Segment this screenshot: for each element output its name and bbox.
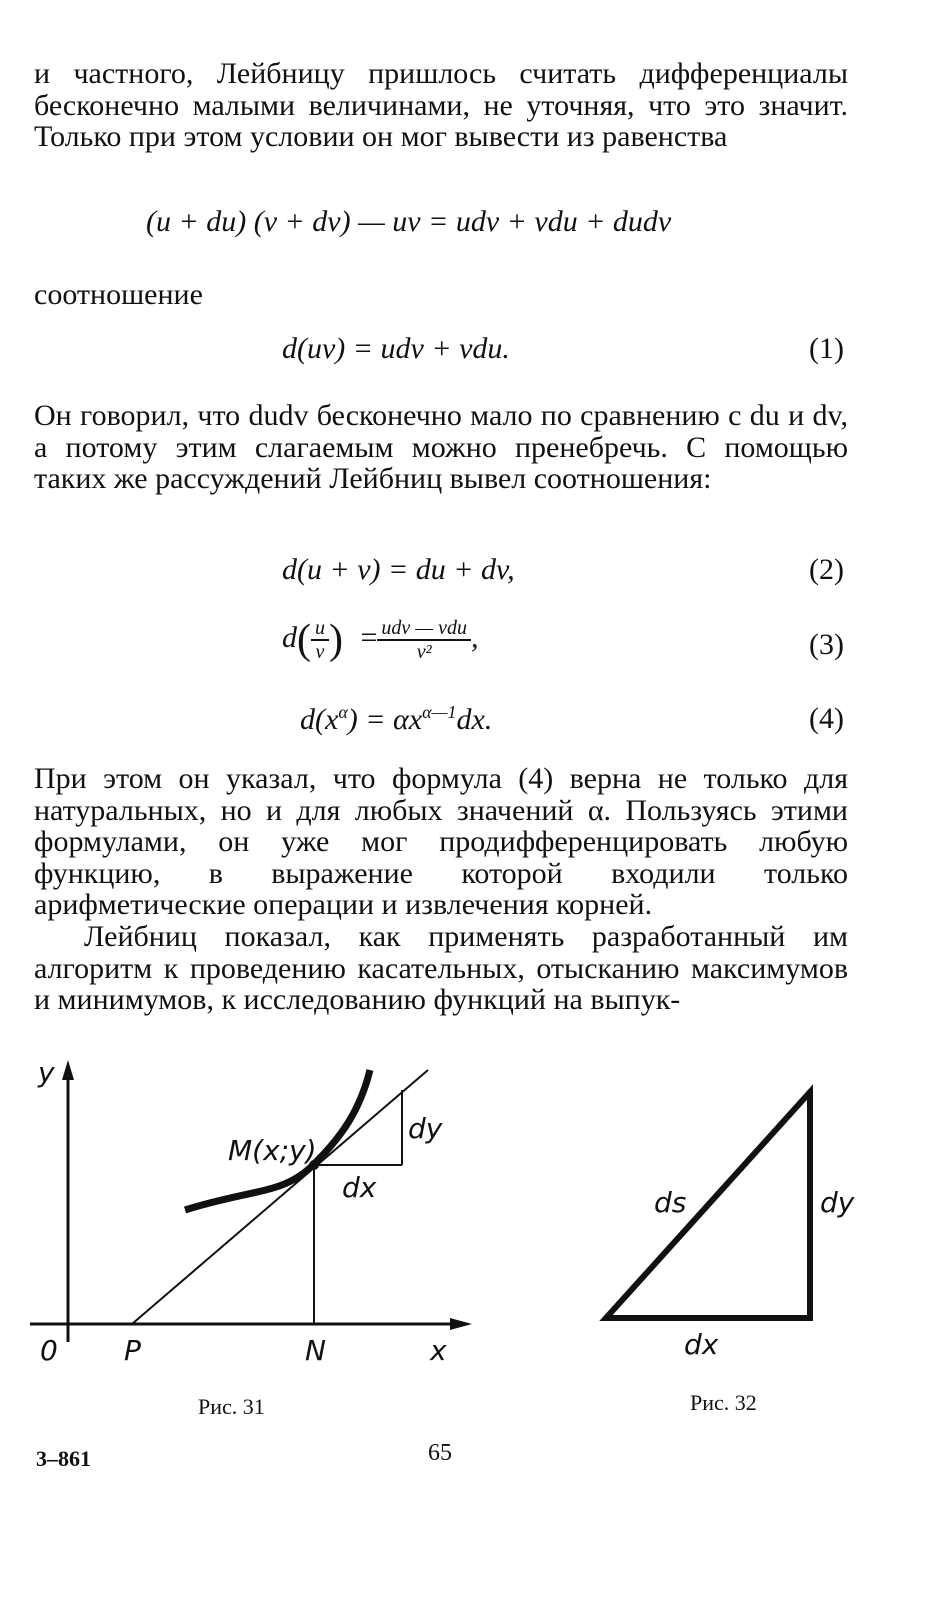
figure-31-label-x: x bbox=[430, 1334, 447, 1367]
figure-31-label-m: M(x;y) bbox=[228, 1134, 317, 1167]
figure-32-triangle bbox=[606, 1092, 810, 1318]
equation-4 bbox=[300, 702, 492, 737]
equation-2-number: (2) bbox=[809, 553, 844, 586]
figure-31-label-dy: dy bbox=[408, 1112, 443, 1145]
figure-32-label-ds: ds bbox=[654, 1186, 687, 1219]
footer-signature: 3–861 bbox=[36, 1446, 91, 1471]
equation-product-expansion: (u + du) (v + dv) — uv = udv + vdu + dudv bbox=[146, 205, 672, 238]
paragraph-reasoning: Он говорил, что dudv бесконечно мало по сравнению с du и dv, а потому этим слагаемым можно пренебречь. С помощью таких же рассуждений Лейбниц вывел соотношения: bbox=[34, 399, 848, 495]
paragraph-intro: и частного, Лейбницу пришлось считать дифференциалы бесконечно малыми величинами, не уточняя, что это значит. Только при этом условии он мог вывести из равенства bbox=[34, 57, 848, 153]
equation-3-inner-denominator: v bbox=[315, 641, 325, 663]
figure-31-caption: Рис. 31 bbox=[198, 1394, 265, 1419]
figure-31-label-y: y bbox=[38, 1056, 55, 1089]
equation-3-comma: , bbox=[470, 620, 479, 654]
page-number: 65 bbox=[428, 1440, 452, 1466]
equation-4-post: dx. bbox=[456, 703, 493, 736]
figure-31-label-origin: 0 bbox=[40, 1334, 58, 1367]
equation-3-numerator: udv — vdu bbox=[377, 617, 471, 641]
paragraph-formula-note: При этом он указал, что формула (4) верна не только для натуральных, но и для любых значений α. Пользуясь этими формулами, он уже мог продифференцировать любую функцию, в выражение которой входили только арифметические операции и извлечения корней. bbox=[34, 762, 848, 921]
figure-31-x-arrow-icon bbox=[450, 1318, 472, 1330]
figure-31-label-n: N bbox=[305, 1334, 326, 1367]
equation-4-pre: d(x bbox=[300, 703, 339, 736]
equation-3: d( $\frac{u}{v}$ ) = $\frac{\text{udv — vdu}}{\text{v²}}$ , bbox=[282, 617, 479, 663]
figure-31-label-p: P bbox=[124, 1334, 141, 1367]
equation-4-exponent-a: α bbox=[338, 702, 348, 722]
equation-3-denominator: v² bbox=[416, 641, 432, 663]
equation-3-inner-numerator: u bbox=[311, 617, 329, 641]
paragraph-word-relation: соотношение bbox=[34, 278, 203, 311]
equation-4-exponent-b: α—1 bbox=[422, 702, 457, 722]
equation-3-d: d bbox=[282, 620, 297, 654]
figure-32-caption: Рис. 32 bbox=[690, 1390, 757, 1415]
figure-32-label-dy: dy bbox=[820, 1186, 855, 1219]
equation-3-fraction bbox=[377, 617, 471, 663]
figure-31-label-dx: dx bbox=[342, 1171, 377, 1204]
figure-32-triangle-diagram bbox=[580, 1070, 880, 1370]
equation-3-equals: = bbox=[360, 620, 378, 654]
equation-1-body: d(uv) = udv + vdu. bbox=[282, 332, 510, 365]
equation-3-inner-fraction bbox=[311, 617, 329, 663]
equation-2: d(u + v) = du + dv, bbox=[282, 553, 515, 586]
figure-31-tangent-diagram bbox=[20, 1050, 500, 1370]
figure-31-y-arrow-icon bbox=[62, 1060, 74, 1080]
equation-4-number: (4) bbox=[809, 702, 844, 735]
equation-3-number: (3) bbox=[809, 628, 844, 661]
equation-4-mid: ) = αx bbox=[347, 703, 423, 736]
equation-1 bbox=[282, 332, 510, 366]
figure-32-label-dx: dx bbox=[684, 1328, 719, 1361]
equation-1-number: (1) bbox=[809, 332, 844, 365]
figure-31-tangent-line bbox=[132, 1070, 428, 1324]
paragraph-applications: Лейбниц показал, как применять разработанный им алгоритм к проведению касательных, отысканию максимумов и минимумов, к исследованию функций на выпук- bbox=[34, 920, 848, 1016]
